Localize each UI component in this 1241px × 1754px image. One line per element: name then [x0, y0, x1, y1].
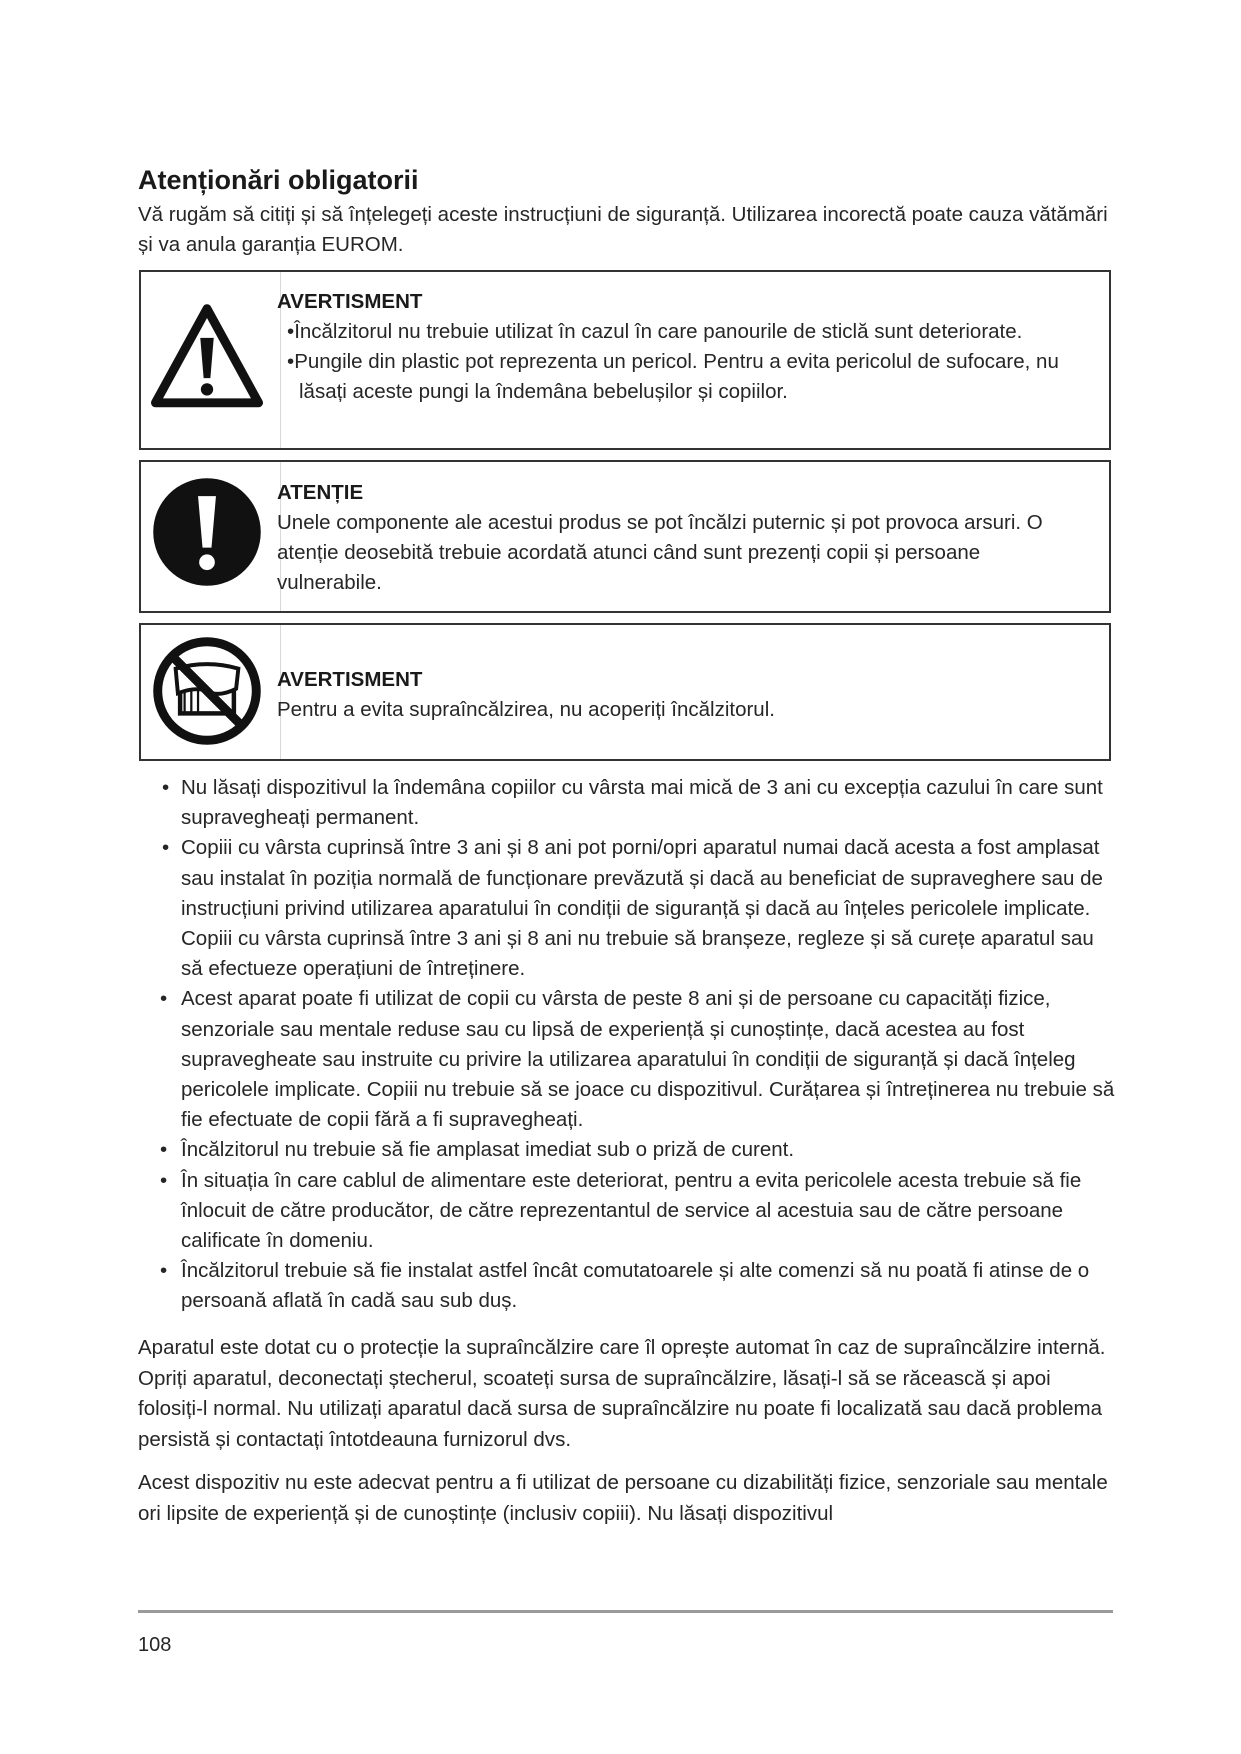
paragraph-overheat: Aparatul este dotat cu o protecție la supraîncălzire care îl oprește automat în caz de supraîncălzire internă. Opriți aparatul, deconectați ștecherul, scoateți sursa de supraîncălzire, lăsați-l să se răcească și apoi folosiți-l normal. Nu utilizați aparatul dacă sursa de supraîncălzire nu poate fi localizată sau dacă problema persistă și contactați întotdeauna furnizorul dvs. [138, 1336, 1106, 1451]
list-item: • În situația în care cablul de alimentare este deteriorat, pentru a evita pericolele acesta trebuie să fie înlocuit de către producător, de către reprezentantul de service al acestuia sau de către persoane calificate în domeniu. [160, 1168, 1082, 1253]
caution-box-text [277, 478, 1089, 598]
caution-box [139, 460, 1111, 613]
intro-text: Vă rugăm să citiți și să înțelegeți aceste instrucțiuni de siguranță. Utilizarea incorectă poate cauza vătămări și va anula garanția EUROM. [138, 203, 1108, 256]
list-item: • Nu lăsați dispozitivul la îndemâna copiilor cu vârsta mai mică de 3 ani cu excepția cazului în care sunt supravegheați permanent. [162, 776, 1103, 830]
warning-triangle-icon [151, 302, 263, 414]
caution-heading: ATENȚIE [277, 481, 364, 504]
warning-box-2-text [277, 665, 1089, 725]
footer-divider [138, 1610, 1113, 1613]
warning-heading: AVERTISMENT [277, 668, 423, 691]
warning-bullet: •Încălzitorul nu trebuie utilizat în cazul în care panourile de sticlă sunt deteriorate. [287, 320, 1023, 343]
warning-box-1-text [277, 287, 1089, 407]
page-number: 108 [138, 1634, 172, 1656]
list-item: • Acest aparat poate fi utilizat de copii cu vârsta de peste 8 ani și de persoane cu capacități fizice, senzoriale sau mentale reduse sau cu lipsă de experiență și cunoștințe, dacă acestea au fost supravegheate sau instruite cu privire la utilizarea aparatului în condiții de siguranță și dacă înțeleg pericolele implicate. Copiii nu trebuie să se joace cu dispozitivul. Curățarea și întreținerea nu trebuie să fie efectuate de copii fără a fi supravegheați. [160, 987, 1115, 1132]
warning-box-2 [139, 623, 1111, 761]
do-not-cover-icon [151, 635, 263, 747]
page-title: Atenționări obligatorii [138, 165, 419, 195]
safety-list [160, 773, 1120, 1317]
warning-bullet: •Pungile din plastic pot reprezenta un pericol. Pentru a evita pericolul de sufocare, nu lăsați aceste pungi la îndemâna bebelușilor și copiilor. [287, 350, 1059, 403]
list-item: • Copiii cu vârsta cuprinsă între 3 ani și 8 ani pot porni/opri aparatul numai dacă acesta a fost amplasat sau instalat în poziția normală de funcționare prevăzută și dacă au beneficiat de supraveghere sau de instrucțiuni privind utilizarea aparatului în condiții de siguranță și dacă au înțeles pericolele implicate. Copiii cu vârsta cuprinsă între 3 ani și 8 ani nu trebuie să branșeze, regleze și să curețe aparatul sau să efectueze operațiuni de întreținere. [162, 836, 1103, 981]
list-item: • Încălzitorul nu trebuie să fie amplasat imediat sub o priză de curent. [160, 1138, 795, 1162]
exclamation-circle-icon [151, 476, 263, 588]
paragraph-disability: Acest dispozitiv nu este adecvat pentru a fi utilizat de persoane cu dizabilități fizice, senzoriale sau mentale ori lipsite de experiență și de cunoștințe (inclusiv copiii). Nu lăsați dispozitivul [138, 1471, 1108, 1525]
warning-text: Pentru a evita supraîncălzirea, nu acoperiți încălzitorul. [277, 698, 775, 721]
caution-text: Unele componente ale acestui produs se pot încălzi puternic și pot provoca arsuri. O atenție deosebită trebuie acordată atunci când sunt prezenți copii și persoane vulnerabile. [277, 511, 1043, 594]
warning-heading: AVERTISMENT [277, 290, 423, 313]
warning-box-1 [139, 270, 1111, 450]
list-item: • Încălzitorul trebuie să fie instalat astfel încât comutatoarele și alte comenzi să nu poată fi atinse de o persoană aflată în cadă sau sub duș. [160, 1259, 1090, 1313]
